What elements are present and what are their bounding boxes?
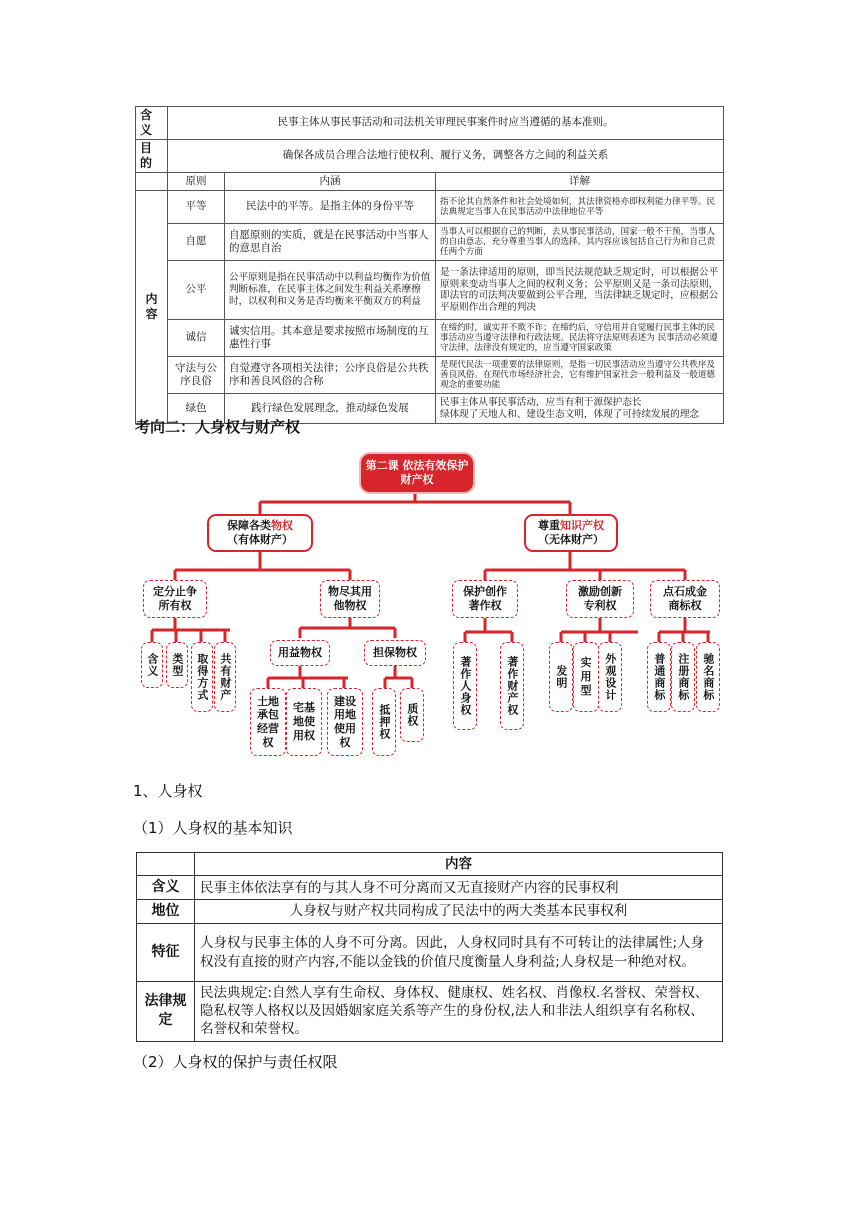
content-header: 内容: [195, 853, 723, 876]
principle-detail: 是现代民法一项重要的法律原则，是指一切民事活动应当遵守公共秩序及善良风俗。在现代市场经济社会，它有维护国家社会一般利益及一般道德观念的重要功能: [436, 357, 724, 394]
row-label: 含义: [137, 876, 195, 900]
meaning-leaf: 含义: [141, 642, 163, 688]
invention-leaf: 发明: [549, 642, 573, 712]
meaning-text: 民事主体从事民事活动和司法机关审理民事案件时应当遵循的基本准则。: [168, 107, 724, 140]
subsection-heading: （1）人身权的基本知识: [133, 819, 293, 837]
security-right-node: 担保物权: [364, 640, 426, 666]
other-real-rights-node: 物尽其用他物权: [320, 580, 380, 618]
well-known-trademark-leaf: 驰名商标: [696, 642, 720, 712]
intellectual-property-node: [524, 514, 618, 552]
meaning-label: 含义: [136, 107, 168, 140]
usufruct-node: 用益物权: [270, 640, 330, 666]
principle-meaning: 诚实信用。其本意是要求按照市场制度的互惠性行事: [225, 320, 436, 357]
principle-detail: 是一条法律适用的原则，即当民法规范缺乏规定时，可以根据公平原则来变动当事人之间的权利义务；公平原则又是一条司法原则，即法官的司法判决要做到公平合理，当法律缺乏规定时，应根据公平原则作出合理的判决: [436, 261, 724, 320]
patent-node: 激励创新专利权: [566, 580, 634, 618]
section-heading: 考向二：人身权与财产权: [135, 418, 301, 436]
construction-land-leaf: 建设用地使用权: [327, 688, 363, 756]
economic-rights-leaf: 著作财产权: [500, 642, 524, 730]
principle-meaning: 自愿原则的实质，就是在民事活动中当事人的意思自治: [225, 224, 436, 261]
purpose-label: 目的: [136, 140, 168, 173]
type-leaf: 类型: [166, 642, 188, 688]
principle-name: 公平: [168, 261, 225, 320]
principles-table: [135, 106, 724, 424]
design-leaf: 外观设计: [598, 642, 622, 712]
row-text: 民事主体依法享有的与其人身不可分离而又无直接财产内容的民事权利: [195, 876, 723, 900]
principle-name: 诚信: [168, 320, 225, 357]
empty-cell: [136, 173, 168, 191]
principle-name: 守法与公序良俗: [168, 357, 225, 394]
section-heading: 1、人身权: [133, 782, 203, 800]
connector-lines: [140, 452, 730, 764]
col-meaning-header: 内涵: [225, 173, 436, 191]
purpose-text: 确保各成员合理合法地行使权利、履行义务，调整各方之间的利益关系: [168, 140, 724, 173]
principle-name: 平等: [168, 191, 225, 224]
row-label: 地位: [137, 900, 195, 924]
node-highlight: 知识产权: [560, 519, 604, 533]
mindmap-root: 第二课 依法有效保护财产权: [361, 454, 473, 492]
node-subtext: （有体财产）: [227, 533, 293, 546]
col-detail-header: 详解: [436, 173, 724, 191]
row-text: 民法典规定:自然人享有生命权、身体权、健康权、姓名权、肖像权.名誉权、荣誉权、隐私权等人格权以及因婚姻家庭关系等产生的身份权,法人和非法人组织享有名称权、名誉权和荣誉权。: [195, 982, 723, 1042]
principle-meaning: 公平原则是指在民事活动中以利益均衡作为价值判断标准，在民事主体之间发生利益关系摩擦时，以权利和义务是否均衡来平衡双方的利益: [225, 261, 436, 320]
row-label: 特征: [137, 924, 195, 982]
tangible-property-node: [207, 514, 313, 552]
row-text: 人身权与财产权共同构成了民法中的两大类基本民事权利: [195, 900, 723, 924]
ordinary-trademark-leaf: 普通商标: [647, 642, 671, 712]
mortgage-leaf: 抵押权: [372, 688, 396, 756]
subsection-heading: （2）人身权的保护与责任权限: [133, 1053, 338, 1071]
personal-rights-table: [136, 852, 723, 1042]
principle-detail: 当事人可以根据自己的判断，去从事民事活动，国家一般不干预，当事人的自由意志，充分尊重当事人的选择。其内容应该包括自己行为和自己责任两个方面: [436, 224, 724, 261]
node-subtext: （无体财产）: [538, 533, 604, 546]
principle-detail: 民事主体从事民事活动，应当有利于源保护态长 绿体现了天地人和、建设生态文明，体现了可持续发展的理念: [436, 394, 724, 424]
row-text: 人身权与民事主体的人身不可分离。因此，人身权同时具有不可转让的法律属性;人身权没有直接的财产内容,不能以金钱的价值尺度衡量人身利益;人身权是一种绝对权。: [195, 924, 723, 982]
property-rights-mindmap: [140, 452, 730, 764]
principle-meaning: 民法中的平等。是指主体的身份平等: [225, 191, 436, 224]
ownership-node: 定分止争所有权: [143, 580, 207, 618]
row-label: 法律规定: [137, 982, 195, 1042]
node-text: 尊重: [538, 519, 560, 533]
joint-property-leaf: 共有财产: [214, 642, 236, 712]
pledge-leaf: 质权: [400, 688, 424, 742]
registered-trademark-leaf: 注册商标: [671, 642, 695, 712]
land-contract-leaf: 土地承包经营权: [250, 688, 286, 756]
principle-detail: 在缔约时，诚实并不欺不诈；在缔约后，守信用并自觉履行民事主体的民事活动应当遵守法律和行政法规。民法将守法原则表述为 民事活动必须遵守法律，法律没有规定的，应当遵守国家政策: [436, 320, 724, 357]
principle-name: 自愿: [168, 224, 225, 261]
empty-cell: [137, 853, 195, 876]
principle-detail: 指不论其自然条件和社会处境如何，其法律资格亦即权利能力律平等。民法典规定当事人在民事活动中法律地位平等: [436, 191, 724, 224]
node-highlight: 物权: [271, 519, 293, 533]
homestead-leaf: 宅基地使用权: [286, 688, 322, 756]
principle-name: 绿色: [168, 394, 225, 424]
col-principle-header: 原则: [168, 173, 225, 191]
content-label: 内容: [136, 191, 168, 424]
moral-rights-leaf: 著作人身权: [453, 642, 477, 730]
copyright-node: 保护创作著作权: [452, 580, 518, 618]
node-text: 保障各类: [227, 519, 271, 533]
principle-meaning: 自觉遵守各项相关法律；公序良俗是公共秩序和善良风俗的合称: [225, 357, 436, 394]
utility-model-leaf: 实用型: [573, 642, 599, 712]
principle-meaning: 践行绿色发展理念，推动绿色发展: [225, 394, 436, 424]
acquisition-leaf: 取得方式: [191, 642, 213, 712]
trademark-node: 点石成金商标权: [650, 580, 720, 618]
